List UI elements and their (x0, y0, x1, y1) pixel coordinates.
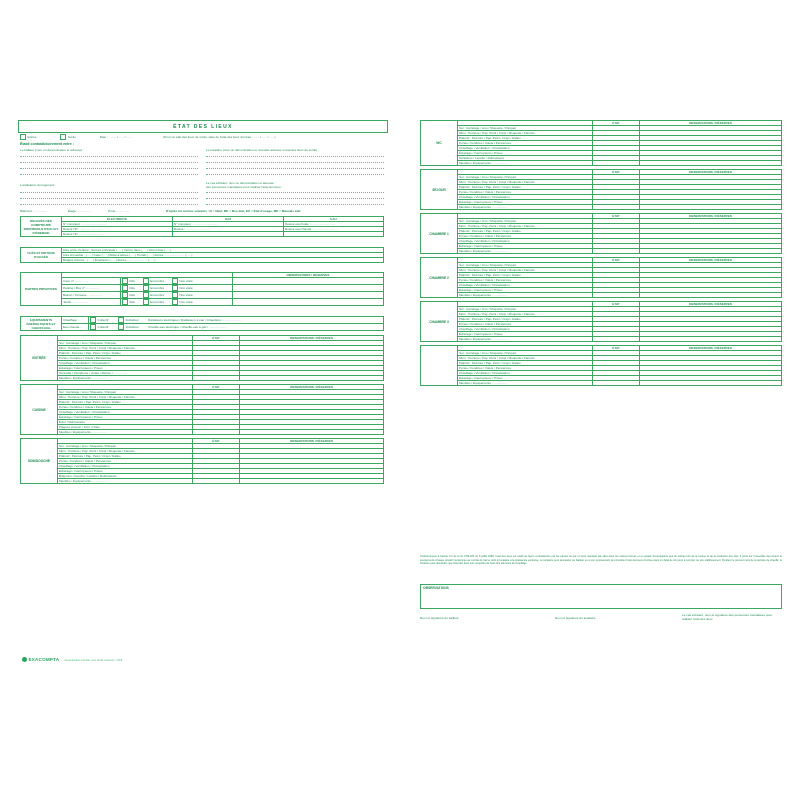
room-item-label: Plafond : Peinture / Pap. Peint / Crépi / Dalles (58, 454, 193, 459)
vide-checkbox[interactable] (122, 299, 128, 305)
bailleur-line-1[interactable] (20, 156, 198, 157)
encombre-checkbox[interactable] (143, 285, 149, 291)
entry-exit-row (20, 134, 384, 140)
cles-row-1[interactable]: Clés porte d'entrée : Serrure principale (......) Verrou haut (......) Verrou bas (......) (62, 248, 384, 253)
parties-privatives-table (20, 272, 384, 306)
room-item-label: Portes / Fenêtres / Volets / Persiennes (458, 190, 593, 195)
room-item-etat[interactable] (193, 430, 240, 435)
room-item-label: Plafond : Peinture / Pap. Peint / Crépi / Dalles (458, 361, 593, 366)
etat-header: ÉTAT (593, 121, 640, 126)
non-visite-checkbox[interactable] (172, 299, 178, 305)
encombre-checkbox[interactable] (143, 278, 149, 284)
parties-row-2-name[interactable]: Balcon / Terrasse : ................ (62, 292, 121, 299)
table-row (21, 430, 384, 435)
obs-header: OBSERVATIONS / RÉSERVES (640, 302, 782, 307)
room-item-label: Chauffage / Ventilation / Climatisation (458, 283, 593, 288)
encombre-checkbox[interactable] (143, 299, 149, 305)
mandataire-label-2: des personnes mandatées pour réaliser l'état des lieux : (206, 185, 283, 189)
parties-row-1-obs[interactable] (233, 285, 384, 292)
room-item-label: Éclairage / Interrupteurs / Prises (58, 469, 193, 474)
room-item-label: Meubles / Équipements : ................ (58, 430, 193, 435)
mandataire-label: Le cas échéant, nom ou dénomination et adresse (206, 181, 274, 185)
room-item-label: Murs : Peinture / Pap. Peint / Crépi / Moquette / Faïence (458, 224, 593, 229)
room-table-s-jour (420, 169, 782, 210)
room-label: CHAMBRE 1 (421, 214, 458, 254)
room-item-label: Sol : Carrelage / Lino / Moquette / Parquet (458, 175, 593, 180)
parties-row-0-name[interactable]: Cave n° ................ (62, 278, 121, 285)
table-row (421, 293, 782, 298)
parties-row-3-name[interactable]: Jardin : ................ (62, 299, 121, 306)
bailleur-line-4[interactable] (20, 174, 198, 175)
parties-row-2-obs[interactable] (233, 292, 384, 299)
locataire-label: Le locataire (nom ou dénomination et nouvelle adresse si état des lieux de sortie) : (206, 148, 319, 152)
releves-elec-row-1[interactable]: N° compteur : ............................ (62, 222, 173, 227)
signature-bailleur-label: Nom et signature du bailleur (420, 616, 459, 620)
collectif-checkbox[interactable] (90, 317, 96, 323)
room-item-obs[interactable] (240, 479, 384, 484)
observations-box[interactable] (420, 584, 782, 609)
room-item-label: Murs : Peinture / Pap. Peint / Crépi / Moquette / Faïence (458, 268, 593, 273)
etat-header: ÉTAT (593, 214, 640, 219)
room-item-label: Sol : Carrelage / Lino / Moquette / Parquet (458, 219, 593, 224)
signature-locataire-label: Nom et signature du locataire (555, 616, 596, 620)
room-label: SÉJOUR (421, 170, 458, 210)
room-item-label: Chauffage / Ventilation / Climatisation (458, 327, 593, 332)
room-item-label: Baignoire / Douche / Lavabo / Robinetterie (58, 474, 193, 479)
releves-eau-row-3[interactable] (284, 232, 384, 237)
cles-row-2[interactable]: Clés immeuble : (......) Cave (......) Boîte à lettres (......) Portail (......) Autres ........................ (......) (62, 253, 384, 258)
parties-row-2-choices[interactable]: Vide Encombré Non visité (120, 292, 233, 299)
etat-header: ÉTAT (193, 385, 240, 390)
room-item-label: Éclairage / Interrupteurs / Prises (458, 376, 593, 381)
room-item-etat[interactable] (593, 337, 640, 342)
left-rooms-container (20, 335, 384, 487)
parties-label: PARTIES PRIVATIVES (21, 273, 62, 306)
obs-header: OBSERVATIONS / RÉSERVES (640, 170, 782, 175)
room-item-etat[interactable] (593, 161, 640, 166)
eau-chaude-options[interactable]: Collectif Individuel Chauffe-eau électrique / Chauffe-eau à gaz / ..................... (89, 324, 384, 331)
sortie-checkbox[interactable] (60, 134, 66, 140)
cles-row-3[interactable]: Badges d'accès : (......) Émetteurs (......) Autres ........................ (......) (62, 258, 384, 263)
room-item-label: Plafond : Peinture / Pap. Peint / Crépi / Dalles (458, 136, 593, 141)
room-item-label: Sol : Carrelage / Lino / Moquette / Parquet (58, 444, 193, 449)
room-item-label: Chauffage / Ventilation / Climatisation (58, 410, 193, 415)
room-item-obs[interactable] (240, 376, 384, 381)
chauffage-name: Chauffage : (62, 317, 89, 324)
bailleur-line-2[interactable] (20, 162, 198, 163)
room-item-label: Éclairage / Interrupteurs / Prises (58, 366, 193, 371)
room-table-cuisine (20, 384, 384, 435)
cles-label: CLÉS ET MOYENS D'ACCÈS (21, 248, 62, 263)
parties-row-1-name[interactable]: Parking / Box n° ................ (62, 285, 121, 292)
etat-header: ÉTAT (593, 170, 640, 175)
room-item-etat[interactable] (593, 381, 640, 386)
individuel-checkbox[interactable] (118, 317, 124, 323)
room-item-label: Portes / Fenêtres / Volets / Persiennes (458, 366, 593, 371)
releves-col-elec-title: ÉLECTRICITÉ (62, 217, 173, 222)
room-item-etat[interactable] (593, 293, 640, 298)
room-item-obs[interactable] (640, 249, 782, 254)
room-item-label: Sol : Carrelage / Lino / Moquette / Parquet (58, 390, 193, 395)
table-row (421, 381, 782, 386)
equipements-table (20, 316, 384, 331)
room-item-label: Murs : Peinture / Pap. Peint / Crépi / Moquette / Faïence (458, 131, 593, 136)
eau-chaude-name: Eau chaude : (62, 324, 89, 331)
releves-elec-row-2[interactable]: Relevé HP : ............................ (62, 227, 173, 232)
non-visite-checkbox[interactable] (172, 278, 178, 284)
legal-text: Conformément à l'article 3-2 de la loi n°89-462 du 6 juillet 1989, l'état des lieux est établi de façon contradictoire par les parties ou par un tiers mandaté par elles dans les mêmes formes et en autant d'exemplaires que de parties lors de la remise et de la restitution des clés. Il porte sur l'ensemble des locaux et équipements d'usage privatif mentionnés au contrat de bail et dont le locataire a la jouissance exclusive. Le locataire peut demander au bailleur ou à son représentant de compléter l'état des lieux d'entrée dans un délai de dix jours à compter de son établissement. Pendant le premier mois de la période de chauffe, le locataire peut demander que l'état des lieux soit complété par l'état des éléments de chauffage. (420, 555, 782, 566)
parties-row-3-obs[interactable] (233, 299, 384, 306)
localisation-label: Localisation du logement : (20, 183, 56, 187)
room-item-label: Chauffage / Ventilation / Climatisation (58, 361, 193, 366)
mandataire-line-1[interactable] (206, 192, 384, 193)
room-item-label: Portes / Fenêtres / Volets / Persiennes (58, 459, 193, 464)
parties-obs-header: OBSERVATIONS / RÉSERVES (233, 273, 384, 278)
room-item-label: Éclairage / Interrupteurs / Prises (458, 200, 593, 205)
room-label: CHAMBRE 3 (421, 302, 458, 342)
entree-checkbox[interactable] (20, 134, 26, 140)
room-item-obs[interactable] (640, 381, 782, 386)
releves-label: RELEVÉS DES COMPTEURS INDIVIDUELS D'EAU ET D'ÉNERGIE (21, 217, 62, 237)
room-item-label: Meubles / Équipements : ................ (58, 376, 193, 381)
sortie-label: Sortie (67, 134, 76, 139)
vide-checkbox[interactable] (122, 278, 128, 284)
exacompta-icon (22, 657, 27, 662)
room-label (421, 346, 458, 386)
observations-label: OBSERVATIONS (423, 586, 449, 590)
room-item-label: Sonnette / Interphone / Judas / Alarme / ................ (58, 371, 193, 376)
room-item-label: Portes / Fenêtres / Volets / Persiennes (458, 234, 593, 239)
releves-col-eau-title: EAU (284, 217, 384, 222)
room-label: WC (421, 121, 458, 166)
room-item-label: Chauffage / Ventilation / Climatisation (458, 146, 593, 151)
locataire-line-4[interactable] (206, 174, 384, 175)
room-item-label: Plafond : Peinture / Pap. Peint / Crépi / Dalles (458, 273, 593, 278)
room-item-label: Murs : Peinture / Pap. Peint / Crépi / Moquette / Faïence (58, 395, 193, 400)
etat-header: ÉTAT (593, 258, 640, 263)
mandataire-line-2[interactable] (206, 198, 384, 199)
room-item-label: Chauffage / Ventilation / Climatisation (58, 464, 193, 469)
etat-header: ÉTAT (593, 346, 640, 351)
room-label: ENTRÉE (21, 336, 58, 381)
room-item-label: Plafond : Peinture / Pap. Peint / Crépi / Dalles (458, 229, 593, 234)
obs-header: OBSERVATIONS / RÉSERVES (640, 214, 782, 219)
room-item-label: Portes / Fenêtres / Volets / Persiennes (58, 356, 193, 361)
room-item-label: Éclairage / Interrupteurs / Prises (458, 244, 593, 249)
room-item-label: Éclairage / Interrupteurs / Prises (458, 288, 593, 293)
parties-row-0-obs[interactable] (233, 278, 384, 285)
porte-field[interactable]: Porte : .............. (108, 209, 131, 213)
left-column (18, 120, 386, 665)
room-item-label: Meubles / Équipements : ................ (458, 337, 593, 342)
room-item-label: Éclairage / Interrupteurs / Prises (458, 332, 593, 337)
obs-header: OBSERVATIONS / RÉSERVES (640, 346, 782, 351)
releves-gaz-row-1[interactable]: N° compteur : ............................ (173, 222, 284, 227)
table-row (421, 205, 782, 210)
room-item-label: Murs : Peinture / Pap. Peint / Crépi / Moquette / Faïence (458, 312, 593, 317)
room-item-label: Éclairage / Interrupteurs / Prises (58, 415, 193, 420)
room-item-label: Chauffage / Ventilation / Climatisation (458, 195, 593, 200)
brand-logo: EXACOMPTA Reproduction interdite, tous droits réservés - 2019 (22, 657, 122, 662)
right-rooms-container (420, 120, 782, 389)
entree-label: Entrée (27, 134, 37, 139)
chauffage-options[interactable]: Collectif Individuel Radiateurs électriques / Radiateurs à eau / Chaudière / ..................... (89, 317, 384, 324)
room-item-obs[interactable] (640, 161, 782, 166)
room-item-label: Meubles / Équipements : ................ (458, 381, 593, 386)
room-item-obs[interactable] (640, 337, 782, 342)
room-table-chambre-2 (420, 257, 782, 298)
parties-row-1-choices[interactable]: Vide Encombré Non visité (120, 285, 233, 292)
localisation-line-2[interactable] (20, 198, 198, 199)
room-item-label: Portes / Fenêtres / Volets / Persiennes (458, 322, 593, 327)
batiment-field[interactable]: Bâtiment : .............. (20, 209, 47, 213)
obs-header: OBSERVATIONS / RÉSERVES (640, 121, 782, 126)
locataire-line-2[interactable] (206, 162, 384, 163)
locataire-line-1[interactable] (206, 156, 384, 157)
room-item-label: Chauffage / Ventilation / Climatisation (458, 239, 593, 244)
room-item-label: Murs : Peinture / Pap. Peint / Crépi / Moquette / Faïence (458, 356, 593, 361)
room-item-obs[interactable] (240, 430, 384, 435)
obs-header: OBSERVATIONS / RÉSERVES (240, 336, 384, 341)
localisation-line-3[interactable] (20, 204, 198, 205)
room-table-wc (420, 120, 782, 166)
room-item-etat[interactable] (193, 376, 240, 381)
room-item-label: Meubles / Équipements : ................ (458, 293, 593, 298)
equipements-label: ÉQUIPEMENTS ÉNERGÉTIQUES ET CHAUFFAGE (21, 317, 62, 331)
individuel-checkbox[interactable] (118, 324, 124, 330)
encombre-checkbox[interactable] (143, 292, 149, 298)
non-visite-checkbox[interactable] (172, 285, 178, 291)
right-column (420, 120, 782, 645)
room-item-label: Plafond : Peinture / Pap. Peint / Crépi / Dalles (458, 185, 593, 190)
releves-compteurs-table (20, 216, 384, 237)
room-item-etat[interactable] (593, 249, 640, 254)
parties-row-3-choices[interactable]: Vide Encombré Non visité (120, 299, 233, 306)
room-item-label: Plafond : Peinture / Pap. Peint / Crépi / Dalles (58, 400, 193, 405)
vide-checkbox[interactable] (122, 292, 128, 298)
page-title: ÉTAT DES LIEUX (18, 120, 388, 133)
room-item-label: Plaques cuisson / Four / Hotte (58, 425, 193, 430)
localisation-line-1[interactable] (20, 192, 198, 193)
non-visite-checkbox[interactable] (172, 292, 178, 298)
obs-header: OBSERVATIONS / RÉSERVES (640, 258, 782, 263)
room-item-label: Chauffage / Ventilation / Climatisation (458, 371, 593, 376)
room-item-label: Murs : Peinture / Pap. Peint / Crépi / Moquette / Faïence (458, 180, 593, 185)
releves-gaz-row-3[interactable] (173, 232, 284, 237)
room-item-label: Sol : Carrelage / Lino / Moquette / Parquet (458, 263, 593, 268)
room-item-label: Sol : Carrelage / Lino / Moquette / Parquet (458, 351, 593, 356)
etage-field[interactable]: Étage : .............. (68, 209, 91, 213)
room-item-label: Meubles / Équipements : ................ (58, 479, 193, 484)
room-table-entr-e (20, 335, 384, 381)
vide-checkbox[interactable] (122, 285, 128, 291)
room-item-label: Sol : Carrelage / Lino / Moquette / Parquet (458, 307, 593, 312)
room-item-label: Plafond : Peinture / Pap. Peint / Crépi / Dalles (458, 317, 593, 322)
termes-label: D'après les termes suivants : N = Neuf, BE = Bon état, EU = État d'usage, ME = Mauvais état (166, 209, 301, 213)
releves-gaz-row-2[interactable]: Relevé : ............................ (173, 227, 284, 232)
table-row (21, 376, 384, 381)
bailleur-label: Le bailleur (nom ou dénomination et adresse) : (20, 148, 84, 152)
etat-header: ÉTAT (593, 302, 640, 307)
room-table-extra (420, 345, 782, 386)
signature-mandataire-label: Le cas échéant, nom et signature des personnes mandatées pour réaliser l'état des lieux (682, 613, 773, 622)
room-item-label: Portes / Fenêtres / Volets / Persiennes (58, 405, 193, 410)
room-item-etat[interactable] (193, 479, 240, 484)
room-label: SDB/DOUCHE (21, 439, 58, 484)
room-item-label: Éclairage / Interrupteurs / Prises (458, 151, 593, 156)
room-item-label: Meubles / Équipements : ................ (458, 161, 593, 166)
room-item-label: Portes / Fenêtres / Volets / Persiennes (458, 141, 593, 146)
parties-row-0-choices[interactable]: Vide Encombré Non visité (120, 278, 233, 285)
etabli-label: Établi contradictoirement entre : (20, 142, 74, 146)
room-label: CHAMBRE 2 (421, 258, 458, 298)
room-item-label: Portes / Fenêtres / Volets / Persiennes (458, 278, 593, 283)
room-table-chambre-3 (420, 301, 782, 342)
mandataire-line-3[interactable] (206, 204, 384, 205)
date-input[interactable]: ...... / ...... / ...... (110, 134, 132, 139)
room-table-chambre-1 (420, 213, 782, 254)
etat-header: ÉTAT (193, 439, 240, 444)
bailleur-line-3[interactable] (20, 168, 198, 169)
releves-col-gaz-title: GAZ (173, 217, 284, 222)
brand-note: Reproduction interdite, tous droits réservés - 2019 (64, 659, 123, 662)
room-item-label: Murs : Peinture / Pap. Peint / Crépi / Moquette / Faïence (58, 449, 193, 454)
date-note: (Pour un état des lieux de sortie, date de l'état des lieux d'entrée : ...... / ...... / ......) (163, 134, 276, 139)
room-item-obs[interactable] (640, 205, 782, 210)
room-item-label: Meubles / Équipements : ................ (458, 249, 593, 254)
obs-header: OBSERVATIONS / RÉSERVES (240, 385, 384, 390)
room-item-label: Plafond : Peinture / Pap. Peint / Crépi / Dalles (58, 351, 193, 356)
table-row (421, 337, 782, 342)
table-row (421, 161, 782, 166)
room-item-label: Sol : Carrelage / Lino / Moquette / Parquet (458, 126, 593, 131)
locataire-line-3[interactable] (206, 168, 384, 169)
releves-eau-row-2[interactable]: Relevé eau chaude : ............................ (284, 227, 384, 232)
etat-header: ÉTAT (193, 336, 240, 341)
table-row (421, 249, 782, 254)
obs-header: OBSERVATIONS / RÉSERVES (240, 439, 384, 444)
room-item-label: Sanitaires / Lavabo / Robinetterie (458, 156, 593, 161)
releves-eau-row-1[interactable]: Relevé eau froide : ............................ (284, 222, 384, 227)
collectif-checkbox[interactable] (90, 324, 96, 330)
date-label: Date : (99, 134, 108, 139)
room-item-label: Évier / Robinetterie (58, 420, 193, 425)
table-row (21, 479, 384, 484)
cles-table (20, 247, 384, 263)
room-item-label: Meubles / Équipements : ................ (458, 205, 593, 210)
room-item-etat[interactable] (593, 205, 640, 210)
releves-elec-row-3[interactable]: Relevé HC : ............................ (62, 232, 173, 237)
room-table-sdb-douche (20, 438, 384, 484)
room-item-label: Murs : Peinture / Pap. Peint / Crépi / Moquette / Faïence (58, 346, 193, 351)
room-label: CUISINE (21, 385, 58, 435)
room-item-obs[interactable] (640, 293, 782, 298)
room-item-label: Sol : Carrelage / Lino / Moquette / Parquet (58, 341, 193, 346)
